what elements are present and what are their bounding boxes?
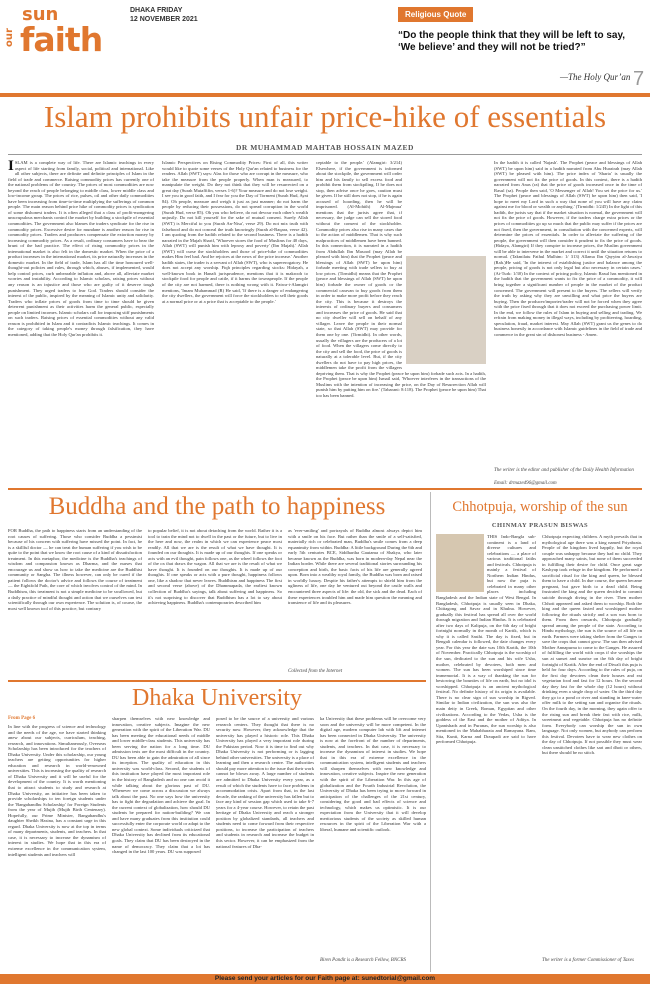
footer-submission-note: Please send your articles for our Faith page at: sunedtorial@gmail.com xyxy=(0,974,650,984)
buddha-col2-text: to popular belief, it is not about detaching from the world. Rather it is a tool to train the mind not to dwell in the past or the future, but to live in the here and now, the realm in which we can experience peace most readily. All that we are is the result of what we have thought. It is founded on our thoughts. It is made up of our thoughts. If one speaks or acts with an evil thought, pain follows one, as the wheel follows the foot of the ox that draws the wagon. All that we are is the result of what we have thought. It is founded on our thoughts. It is made up of our thoughts. If one speaks or acts with a pure thought, happiness follows one, like a shadow that never leaves. Buddhism and happiness The first and second verse (above) of the Dhammapada, the earliest known collection of Buddha's sayings, talk about suffering and happiness. So it's not surprising to discover that Buddhism has a lot to say about achieving happiness. Buddha's contemporaries described him xyxy=(148,528,282,606)
dhaka-column-3 xyxy=(216,716,314,972)
buddha-col3-text: as 'ever-smiling' and portrayals of Buddha almost always depict him with a smile on his face. But rather than the smile of a self-satisfied, materially rich or celebrated man, Buddha's smile comes from a deep equanimity from within. Buddha: A little background During the 6th and early 5th centuries BCE, Siddhartha Gautama of Shakya, who later became known as the Buddha, was born in modern-day Nepal near the Indian border. While there are several traditional stories surrounding his conception and birth, the basic facts of his life are generally agreed upon. Born into a wealthy royal family, the Buddha was born and raised in worldly luxury. Despite his father's attempts to shield him from the ugliness of life, one day he ventured out beyond the castle walls and encountered three aspects of life: the old, the sick and the dead. Each of these experiences troubled him and made him question the meaning and transience of life and its pleasures. xyxy=(288,528,422,606)
lead-author-note: The writer is the editor and publisher of the Daily Health Information xyxy=(494,468,634,473)
lead-column-2 xyxy=(162,160,308,485)
buddha-column-1 xyxy=(8,528,142,678)
dhaka-column-4 xyxy=(320,716,426,954)
dhaka-col4-text: ka University that these problems will be overcome very soon and the university will be more competent. In the digital age, modern computer lab with lift and internet has been connected in Dhaka University. The university is now at the forefront of the number of departments, students, and teachers. In that case, it is necessary to increase the dynamism of interest in studies. We hope that in this era of extreme excellence in the communication system, intelligent students and teachers will sharpen themselves with new knowledge and innovation, creative subjects. Inspire the new generation with the spirit of the Liberation War. In this age of globalization and the Fourth Industrial Revolution, the University of Dhaka has been trying to move forward in anticipation of the challenges of the 21st century, considering the good and bad effects of science and technology, which makes us optimistic. It is our expectation from the University that it will develop meritorious students of the society as skilled human resources in the spirit of the Liberation War with a liberal, humane and scientific outlook. xyxy=(320,716,426,832)
section-tag: Religious Quote xyxy=(398,7,473,22)
lead-column-3 xyxy=(316,160,486,485)
quote-source: —The Holy Qur’an xyxy=(560,72,631,82)
dhaka-headline: Dhaka University xyxy=(132,685,302,711)
dhaka-col2-text: sharpen themselves with new knowledge and innovation, creative subjects. Imagine the new generation with the spirit of the Liberation War. DU has been meeting the educational needs of middle and lower middle-class students. This university has been serving the nation for a long time. DU admission tests are the most difficult in the country. DU has been able to gain the admiration of all since its inception. The quality of education in this university was world-class. Second, the students of this institution have played the most important role in the history of Bangladesh and no one can avoid it while talking about the glorious past of DU. Whenever we come across a discussion we always talk about the past. No one says how the university has to fight the degradation and achieve the goal. In the current context of globalization, how should DU students be prepared for nation-building? We can and have many graduates from this institution could successfully enter the corporate world or adapt to the new global context. Some individuals criticized that Dhaka University has declined from its educational goals. They claim that DU has been destroyed in the name of democracy. They claim that a lot has changed in the last 100 years. DU was supposed xyxy=(112,716,210,855)
chhotpuja-col2-text: Chhotpuja expecting children. A myth prevails that in mythological age there was a king named Priyabrata. People of the kingdom lived happily, but the royal couple was unhappy because they had no child. They approached many saints, but none of them succeeded in fulfilling their desire for child. Once great sage Kashyap took refuge in the kingdom. He performed a sacrificial ritual for the king and queen, he blessed them to have a child. In due course, the queen became pregnant, but gave birth to a dead child. Being frustrated the king and the queen decided to commit suicide through diving in the river. Then mother Chhoti appeared and asked them to worship. Both the king and the queen fasted and worshipped mother following the rituals strictly and a son was born to them. From then onwards, Chhotpuja gradually spread among the people of the state. According to Hindu mythology, the sun is the source of all life on earth. Farmers were taking shelter from the Ganges to save the crops that cannot grow. The sun then advised Mother Annapurna to come to the Ganges. He assured of fulfilling the world with crops if she worships the sun at sunset and sunrise on the 6th day of bright fortnight of Kartik. After the end of Diwali this puja is held for four days. According to the rules of puja, on the first day devotees clean their houses and eat vegetarian food and fast for 12 hours. On the second day they fast for the whole day (12 hours) without drinking even a single drop of water. On the third day they go to a pond or river and standing in knee-water offer milk to the setting sun and organise the rituals. On the fourth day, in the morning, they again offer to the rising sun and break their fast with rice, milk, sweetmeat and vegetable. Chhotpuja has no definite form. Everybody can worship the sun in own language. Not only women, but anybody can perform this festival. Devotees have to wear new clothes on the day of Chhotpuja. If not possible they must wear clean unstitched clothes like sari and dhoti or others, but there should be no stitch. xyxy=(542,534,642,756)
buddha-credit: Collected from the Internet xyxy=(288,669,343,674)
logo-sun: sun xyxy=(22,4,59,25)
chhotpuja-col1-text: THIS Indo-Bangla sub-continent is a land of diverse cultures and celebrations — a place of various traditional faiths and festivals. Chhotpuja is mainly a festival of Northern Indian Hindus, but now the puja is celebrated in many other places including Bangladesh and the Indian state of West Bengal. In Bangladesh, Chhotpuja is usually seen in Dhaka, Chittagong and Savar and in Khulna. However, gradually this festival has spread all over the world through migration and Indian Hindus. It is celebrated after two days of Kalipuja, on the 6th day of bright fortnight normally in the month of Kartik, which is why it is called Sasthi. The day is fixed, but in Bengali calendar is followed, the date changes every year. For this year the date was 10th Kartik, the 10th of November. Practically Chhotpuja is the worship of the sun, dedicated to the sun and his wife Usha, mother, celebrated by devotees, both men and women. The sun has been worshiped since time immemorial. It is a way of thanking the sun for bestowing the bounties of life on earth, but no idol is worshipped. Chhotpuja is an ancient mythological festival. No definite history of its origin is available. There is no clear sign of sun worship in Rigved. Similar to Indian civilization, the sun was also the main deity in Greek, Roman, Egyptian and other civilizations. According to the Vedas, Usha is the goddess of the East and the mother of Aditya. In Upanishads and in Puranas, the sun worship is also mentioned in the Mahabharata and Ramayana. Ram, Sita, Kunti, Karna and Draupadi are said to have performed Chhotpuja. xyxy=(436,534,536,745)
religious-quote: “Do the people think that they will be left to say, ‘We believe’ and they will not be tried?” xyxy=(398,30,626,53)
buddha-column-3 xyxy=(288,528,422,666)
buddha-col1-text: FOR Buddha, the path to happiness starts from an understanding of the root causes of suffering. Those who consider Buddha a pessimist because of his concern with suffering have missed the point. In fact, he is a skillful doctor — he can treat the human suffering if you wish to be quite to the point that we know the root cause of a kind of dissatisfaction treatment. In this metaphor, the medicine is the Buddha's teachings of wisdom and compassion known as Dharma, and the nurses that encourage us and show us how to take the medicine are the Buddhist community or Sangha. The illness however, can only be cured if the patient follows the doctor's advice and follows the course of treatment — the Eightfold Path, the core of which involves control of the mind. In Buddhism, this treatment is not a simple medicine to be swallowed, but a daily practice of mindful thought and action that we ourselves can test scientifically through our own experience. The solution is, of course, the most well known tool of this practice, but contrary xyxy=(8,528,142,611)
lead-headline: Islam prohibits unfair price-hike of essentials xyxy=(43,99,607,134)
masthead xyxy=(0,0,650,94)
chhotpuja-column-1 xyxy=(436,534,536,970)
lead-byline: DR MUHAMMAD MAHTAB HOSSAIN MAZED xyxy=(236,143,414,152)
lead-col4-text: In the hadith it is called 'Najash'. The Prophet (peace and blessings of Allah (SWT) be upon him) said in a hadith narrated from Abu Hurairah (may Allah (SWT) be pleased with him). The price index of 'Sharia' is usually the government will not fix the price of goods. In this context, there is a hadith narrated from Anas (ra) that the price of goods increased once in the time of Rasul (sa). People then said, 'O Messenger of Allah! You set the price for us.' The Prophet (peace and blessings of Allah (SWT) be upon him) then said, 'I hope to meet my Lord in such a way that none of you will have any claim against me for blood or wealth or anything.' (Tirmidhi: 1/245) In the light of this hadith, the jurists say that if the market situation is normal, the government will not fix the price of goods. However, if the traders charge extra prices or the prices of commodities go up so much that the public may suffer if the prices are not fixed, then the government, in consultation with the concerned experts, will determine the prices of essentials. In order to alleviate the suffering of the people, the government will then consider it prudent to fix the price of goods. (Hidaya, Alamgiri) If they conspire to increase prices, the Muslim government will be able to intervene in the market and correct it until the situation returns to normal. (Takmilatu Fathul Mulhim: 1/ 313) Allama Ibn Qayyim al-Jawziya (Rah.)He said, 'In the interest of establishing justice and balance among the people, pricing of goods is not only legal but also necessary in certain cases.' (At-Turk: 1/30) In the context of pricing policy, Islamic Rasul has mentioned in the hadith that the government wants to fix the price of a commodity, it will bring together a significant number of people in the market of the product concerned. The government will present to the buyers. The sellers will verify the truth by asking why they are unwilling and what price the buyers are buying. Then the producer/importer/trader will not be forced when they agree with the price fixed through that it does not exceed the purchasing power limit. In the end, we follow the rules of Islam in buying and selling and trading. We refrain from making money in illegal ways, including by profiteering, hoarding, speculation, fraud, market interest. May Allah (SWT) grant us the genes to do business honestly in accordance with Islamic guidelines in the field of trade and commerce in the great sin of dishonest business - Amen. xyxy=(494,160,642,337)
buddha-headline: Buddha and the path to happiness xyxy=(48,493,386,520)
chhotpuja-column-2 xyxy=(542,534,642,956)
publication-city: DHAKA FRIDAY xyxy=(130,7,183,14)
dhaka-column-2 xyxy=(112,716,210,972)
lead-bottom-rule xyxy=(8,488,642,490)
logo-our: our xyxy=(4,28,15,47)
dhaka-col3-text: posed to be the source of a university and various research centers. They thought that there is no security now. However, they acknowledge that the university has played a historic role. This Dhaka University has played a very important role during the Pakistan period. Now it is time to find out why Dhaka University is not performing or is lagging behind other universities. The university is a place of learning and then a research centre. The authorities should pay more attention to the issue that their work cannot be blown away. A large number of students are admitted to Dhaka University every year, as a result of which the students have to face problems in accommodation crisis. Apart from that, in the last decade, the ranking of the university has fallen but to face any kind of session gap which used to take 6-7 years for a 4-year course. However, to retain the past heritage of Dhaka University and reach a stronger position by globalized standards, all teachers and students need to come forward from their respective positions, to increase the participation of teachers and students in research and increase the budget in this sector. However, it can be emphasized from the national features of Dha- xyxy=(216,716,314,849)
column-divider xyxy=(430,492,431,972)
chhotpuja-author-note: The writer is a former Commissioner of Taxes xyxy=(542,958,634,963)
lead-col3-text: ceptable to the people.' (Alamgiri: 3/214) Elsewhere, if the government is informed about the stockpile, the government will order him and his family to sell excess food and prohibit them from stockpiling. If he does not stop, then advise once he goes, caution must be given. If he still does not stop, if he is again accused of hoarding, then he will be imprisoned. (Al-Mohith) Al-Majmua' mentions that the jurists agree that, if necessary, the judge can sell the stored food without the consent of the stockholder. Commodity prices also rise in many cases due to the action of middlemen. That is why such malpractices of middlemen have been banned. In this connection, it is narrated in a hadith from Abdullah Ibn Masood (may Allah be pleased with him) that the Prophet (peace and blessings of Allah (SWT) be upon him) forbade meeting with trade sellers to buy at low prices. (Tirmidhi) means that the Prophet (peace and blessings of Allah (SWT) be upon him) forbade the owner of goods or the commercial caravan to buy goods from them in order to make more profit before they reach the city. This is because it destroys the interests of ordinary buyers and consumers and increases the price of goods. He said that no city dweller will sell on behalf of any villager. Leave the people in their normal state, so that Allah (SWT) may provide for them one by one. (Tirmidhi). In other words, usually the villagers are the producers of a lot of food. When the villagers come directly to the city and sell the food, the price of goods is naturally at a tolerable level. But, if the city dwellers do not have to pay high prices, the middlemen take the profit from the villagers depriving them. That is why the Prophet (peace be upon him) forbade such acts. In a hadith, the Prophet (peace be upon him) Ismail said, 'Whoever interferes in the transactions of the Muslims with the intention of increasing the price, on the Day of Resurrection Allah will punish him by putting him on fire.' (Tabarani: 8:118). The Prophet (peace be upon him) That too has been banned. xyxy=(316,160,486,398)
chhotpuja-byline: CHINMAY PRASUN BISWAS xyxy=(491,522,589,529)
lead-column-4 xyxy=(494,160,642,465)
page-number: 7 xyxy=(633,68,645,90)
dhaka-col1-text: In line with the progress of science and technology and the needs of the age, we have started thinking anew about our subjects, curriculum, teaching, research, and innovations. Simultaneously, Overseas Scholarship has been introduced for the teachers of Dhaka University. Under this scholarship, our young teachers are getting opportunities for higher education and research in world-renowned universities. This is increasing the quality of research of Dhaka University and it will be useful for the development of the country. It is worth mentioning that to attract students to study and research at Dhaka University, an initiative has been taken to provide scholarships to ten foreign students under the 'Bangabandhu Scholarship' for Foreign Students from the year of Mujib (Mujib Birth Centenary). Hopefully, our Prime Minister, Bangabandhu's daughter Sheikh Hasina, has a constant urge in this regard. Dhaka University is now at the top in terms of many departments, students, and teachers. In that case, it is necessary to increase the dynamism of interest in studies. We hope that in this era of extreme excellence in the communication system, intelligent students and teachers will xyxy=(8,724,106,857)
lead-byline-rule xyxy=(8,154,642,155)
publication-info xyxy=(130,6,198,24)
dhaka-from-page: From Page 6 xyxy=(8,716,36,721)
buddha-bottom-rule xyxy=(8,680,426,682)
lead-col2-text: Islamic Perspectives on Rising Commodity Prices: First of all, this writer would like to quote some verses of the Holy Qur'an related to business for the readers. Allah (SWT) says: Alas for those who are corrupt in the measure, who take the measure from the people properly. When man is measured, to manipulate the weight. Do they not think that they will be resurrected on a great day (Surah Mutaffifin, verses 1-6)? Your measure and do not lose weight. I see you in good faith, and I fear for you the Day of Torment (Surah Hud, Ayat 84). Oh people, measure and weigh it just as just manner; do not harm the people by reducing their possessions, do not spread corruption in the world (Surah Hud, verse 85). Oh you who believe, do not devour each other's wealth unjustly. Do not kill yourself for the sake of mutual consent. Surely Allah (SWT) is Merciful to you (Surah An-Nisa', verse 29). Do not mix truth with falsehood and do not conceal the truth knowingly (Surah al-Baqara, verse 42). I am quoting from the hadith related to the second business. There is a hadith narrated in the Majah Sharif, 'Whoever stores the food of Muslims for 40 days, Allah (SWT) will punish him with leprosy and poverty' (Ibn Majah).' Allah (SWT) will curse the stockholders and those of price-hike of commodities makes Him feel bad. And he rejoices at the news of the price increase.' Another hadith states, the trader is a servant of Allah (SWT), who is supererogatory. He does not accept any worship. Fiqh principles regarding stocks: Hidayah, a well-known book in Hanafi jurisprudence, mentions that it is makrooh to stockpile food for people and cattle, if it harms the townspeople. If the people of the city are not harmed, there is nothing wrong with it. Fatwa-i-Alamgiri mentions, 'Imam Muhammad (R) He said, 'If there is a danger of endangering the city dwellers, the government will force the stockholders to sell their goods at a normal price or at a price that is acceptable to the people.' xyxy=(162,160,308,304)
chhotpuja-photo xyxy=(436,534,484,592)
lead-col1-text: SLAM is a complete way of life. There are Islamic teachings in every aspect of life starting from family, social, political and international. Like all other subjects, there are definite and definite principles of Islam in the field of trade and commerce. Raising commodity prices has currently one of the national problems of the country. The prices of most commodities are now beyond the reach of people belonging to middle class, lower middle class and low-income group. The prices of rice, pulses, oil and other daily commodities have been increasing from time-to-time multiplying the sufferings of common people. The main reason behind price hike of commodity prices is syndication of some dishonest traders. It is often alleged that a class of profit-mongering unscrupulous merchants control the market by building a stockpile of essential commodities. The government also blames the traders syndicate for the rise in commodity prices. Excessive desire for mundane is another reason for rise in commodity prices. Traders and producers compensate the extortion money by increasing commodity prices. As a result, ordinary consumers have to bear the brunt of the bad practice. The effect of rising commodity prices in the international market is also felt in the domestic market. When the price of a product increases in the international market, its price naturally increases in the domestic market. In the field of trade, Islam has all the time honoured well-thought-out policies and rules, through which, abuses, if implemented, would help control prices, curb unbearable inflation and, above all, alleviate market worries and instability. According to Islamic scholars, raising prices without any reason is an injustice and those who are guilty of it deserve tough punishment. They urged traders to fear God. Traders should consider the interest of the public, inspired by the meaning of Islamic unity and solidarity. Traders who inflate prices of goods from time to time should be given deterrent punishment as their activities harm the general public, especially people on limited incomes. Islamic scholars call for imposing stiff punishments on such traders. Raising prices of essential commodities without any valid reason is prohibited in Islam and it contradicts Islamic teachings. It comes in the category of taking people's money through falsification, they have mentioned, adding that the Holy Qur'an prohibits it. xyxy=(8,160,154,337)
lead-column-1 xyxy=(8,160,154,485)
publication-date: 12 NOVEMBER 2021 xyxy=(130,16,198,23)
dhaka-column-1 xyxy=(8,724,106,972)
dhaka-author-note: Biren Pandit is a Research Fellow, BNCRS xyxy=(320,958,407,963)
lead-author-email: Email: drmazed96@gmail.com xyxy=(494,481,557,486)
author-photo xyxy=(406,256,486,364)
buddha-column-2 xyxy=(148,528,282,678)
chhotpuja-headline: Chhotpuja, worship of the sun xyxy=(452,499,628,515)
sun-faith-logo xyxy=(4,2,103,92)
logo-faith: faith xyxy=(20,20,103,59)
lead-dropcap: I xyxy=(8,160,14,174)
